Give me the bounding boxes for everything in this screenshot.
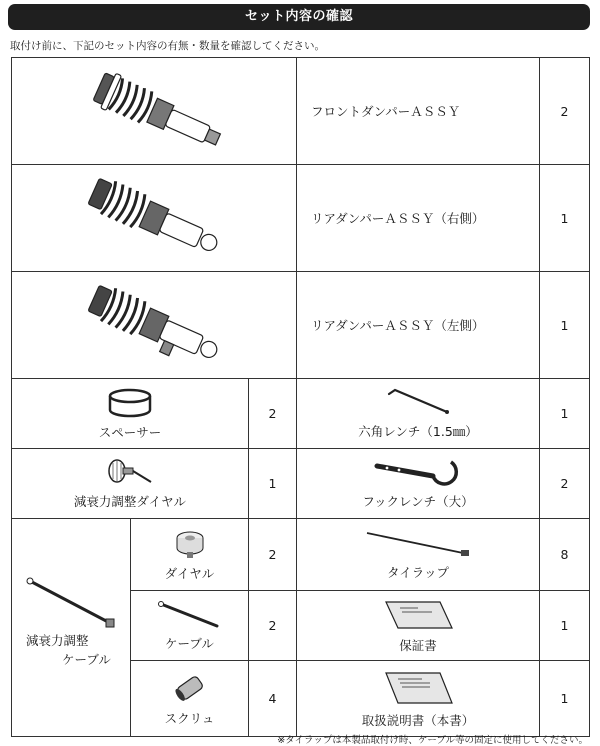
spacer-qty: 2 bbox=[249, 379, 297, 449]
screw-qty: 4 bbox=[249, 661, 297, 737]
hex-wrench-label: 六角レンチ（1.5㎜） bbox=[358, 423, 478, 439]
table-row bbox=[12, 519, 590, 591]
warranty-label: 保証書 bbox=[399, 637, 437, 653]
table-row bbox=[12, 449, 590, 519]
spacer-cell bbox=[12, 379, 249, 449]
warranty-qty: 1 bbox=[540, 591, 590, 661]
manual-booklet-icon bbox=[378, 669, 458, 707]
screw-sleeve-icon bbox=[170, 671, 210, 705]
cable-rod-icon bbox=[155, 600, 225, 630]
damping-dial-label: 減衰力調整ダイヤル bbox=[73, 493, 187, 509]
spacer-label: スペーサー bbox=[98, 424, 162, 440]
rear-damper-right-icon bbox=[74, 174, 234, 262]
rear-damper-right-image-cell bbox=[12, 165, 297, 272]
front-damper-label: フロントダンパーＡＳＳＹ bbox=[297, 58, 540, 165]
damping-dial-icon bbox=[105, 458, 155, 488]
cable-qty: 2 bbox=[249, 591, 297, 661]
cable-tie-label: タイラップ bbox=[387, 564, 450, 580]
manual-cell bbox=[297, 661, 540, 737]
cable-group-label-line2: ケーブル bbox=[62, 652, 111, 667]
hook-wrench-label: フックレンチ（大） bbox=[362, 493, 474, 509]
rear-damper-right-qty: 1 bbox=[540, 165, 590, 272]
warranty-card-icon bbox=[378, 598, 458, 632]
rear-damper-right-label: リアダンパーＡＳＳＹ（右側） bbox=[297, 165, 540, 272]
rear-damper-left-label: リアダンパーＡＳＳＹ（左側） bbox=[297, 272, 540, 379]
spacer-ring-icon bbox=[107, 387, 153, 419]
footnote: ※タイラップは本製品取付け時、ケーブル等の固定に使用してください。 bbox=[277, 735, 588, 746]
page-title: セット内容の確認 bbox=[8, 4, 590, 30]
dial-cell bbox=[131, 519, 249, 591]
cable-tie-icon bbox=[363, 529, 473, 559]
cable-label: ケーブル bbox=[165, 635, 214, 651]
manual-label: 取扱説明書（本書） bbox=[361, 712, 475, 728]
manual-qty: 1 bbox=[540, 661, 590, 737]
table-row bbox=[12, 379, 590, 449]
table-row bbox=[12, 165, 590, 272]
front-damper-image-cell bbox=[12, 58, 297, 165]
cable-group-label-line1: 減衰力調整 bbox=[26, 633, 89, 648]
front-damper-qty: 2 bbox=[540, 58, 590, 165]
rear-damper-left-qty: 1 bbox=[540, 272, 590, 379]
screw-label: スクリュ bbox=[164, 710, 215, 726]
warranty-cell bbox=[297, 591, 540, 661]
rear-damper-left-icon bbox=[74, 281, 234, 369]
hex-wrench-cell bbox=[297, 379, 540, 449]
table-row bbox=[12, 58, 590, 165]
dial-label: ダイヤル bbox=[164, 565, 215, 581]
cable-cell bbox=[131, 591, 249, 661]
hook-wrench-qty: 2 bbox=[540, 449, 590, 519]
hook-wrench-cell bbox=[297, 449, 540, 519]
rear-damper-left-image-cell bbox=[12, 272, 297, 379]
set-contents-table bbox=[11, 57, 590, 737]
hook-wrench-icon bbox=[373, 458, 463, 488]
dial-knob-icon bbox=[172, 528, 208, 560]
damping-dial-cell bbox=[12, 449, 249, 519]
hex-wrench-icon bbox=[383, 388, 453, 418]
damping-dial-qty: 1 bbox=[249, 449, 297, 519]
cable-tie-cell bbox=[297, 519, 540, 591]
cable-tie-qty: 8 bbox=[540, 519, 590, 591]
dial-qty: 2 bbox=[249, 519, 297, 591]
cable-group-label bbox=[26, 631, 111, 669]
intro-text: 取付け前に、下記のセット内容の有無・数量を確認してください。 bbox=[10, 40, 325, 52]
table-row bbox=[12, 272, 590, 379]
screw-cell bbox=[131, 661, 249, 737]
front-damper-icon bbox=[74, 70, 234, 152]
cable-group-cell bbox=[12, 519, 131, 737]
hex-wrench-qty: 1 bbox=[540, 379, 590, 449]
